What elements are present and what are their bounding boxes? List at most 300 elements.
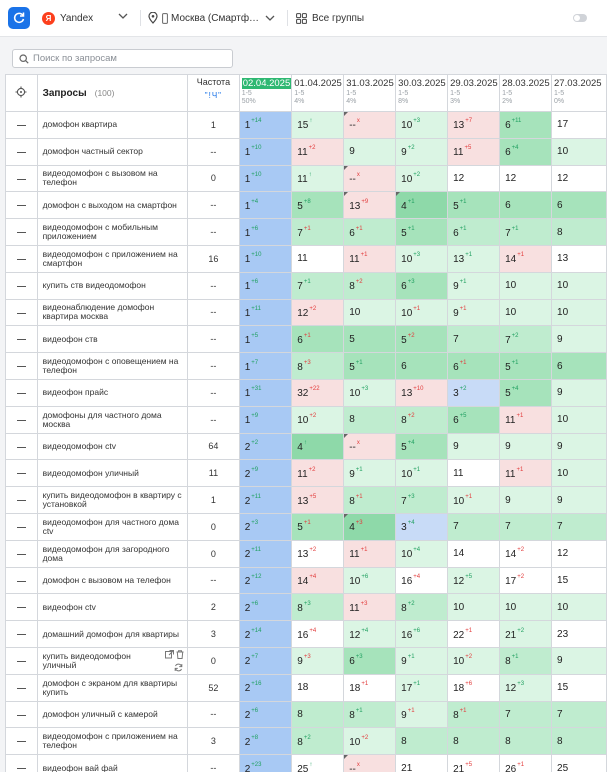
position-cell[interactable] xyxy=(239,138,292,165)
table-row[interactable] xyxy=(6,755,607,772)
position-cell[interactable] xyxy=(396,192,448,219)
position-cell[interactable] xyxy=(292,219,344,246)
position-cell[interactable] xyxy=(396,567,448,594)
row-select-toggle[interactable] xyxy=(6,326,38,353)
table-row[interactable] xyxy=(6,165,607,192)
position-cell[interactable] xyxy=(552,326,607,353)
position-cell[interactable] xyxy=(239,245,292,272)
position-cell[interactable] xyxy=(292,165,344,192)
position-cell[interactable] xyxy=(344,299,396,326)
external-link-icon[interactable] xyxy=(165,650,174,659)
position-cell[interactable] xyxy=(500,379,552,406)
position-change: +5 xyxy=(464,145,472,152)
position-cell[interactable] xyxy=(344,192,396,219)
trash-icon[interactable] xyxy=(176,650,184,659)
position-cell[interactable] xyxy=(448,138,500,165)
position-cell[interactable] xyxy=(448,326,500,353)
toggle-switch[interactable] xyxy=(573,14,587,22)
position-cell[interactable] xyxy=(448,513,500,540)
position-cell[interactable] xyxy=(239,621,292,648)
position-cell[interactable] xyxy=(448,433,500,460)
position-cell[interactable] xyxy=(500,701,552,728)
position-cell[interactable] xyxy=(292,513,344,540)
row-select-toggle[interactable] xyxy=(6,513,38,540)
position-cell[interactable] xyxy=(396,513,448,540)
position-cell[interactable] xyxy=(500,513,552,540)
position-value: 8 xyxy=(505,735,511,747)
row-select-toggle[interactable] xyxy=(6,165,38,192)
position-cell[interactable] xyxy=(396,245,448,272)
position-cell[interactable] xyxy=(239,112,292,139)
row-select-toggle[interactable] xyxy=(6,540,38,567)
query-cell[interactable] xyxy=(37,245,188,272)
position-cell[interactable] xyxy=(500,192,552,219)
position-cell[interactable] xyxy=(344,728,396,755)
query-cell[interactable] xyxy=(37,165,188,192)
position-cell[interactable] xyxy=(552,647,607,674)
row-select-toggle[interactable] xyxy=(6,567,38,594)
row-select-toggle[interactable] xyxy=(6,594,38,621)
position-cell[interactable] xyxy=(552,513,607,540)
position-cell[interactable] xyxy=(500,728,552,755)
query-cell[interactable] xyxy=(37,513,188,540)
position-cell[interactable] xyxy=(239,272,292,299)
position-cell[interactable] xyxy=(448,487,500,514)
position-cell[interactable] xyxy=(292,701,344,728)
query-cell[interactable] xyxy=(37,272,188,299)
position-cell[interactable] xyxy=(552,299,607,326)
table-row[interactable] xyxy=(6,299,607,326)
date-column-header[interactable] xyxy=(448,75,500,112)
position-cell[interactable] xyxy=(552,728,607,755)
query-cell[interactable] xyxy=(37,487,188,514)
position-value: 16 xyxy=(297,629,309,641)
position-cell[interactable] xyxy=(292,138,344,165)
table-row[interactable] xyxy=(6,192,607,219)
position-value: 1 xyxy=(244,415,251,427)
table-row[interactable] xyxy=(6,219,607,246)
table-row[interactable] xyxy=(6,353,607,380)
table-row[interactable] xyxy=(6,406,607,433)
row-select-toggle[interactable] xyxy=(6,112,38,139)
position-value: 9 xyxy=(557,655,563,667)
position-cell[interactable] xyxy=(448,112,500,139)
position-cell[interactable] xyxy=(500,326,552,353)
position-value: 21 xyxy=(401,762,413,772)
position-cell[interactable] xyxy=(292,460,344,487)
position-value: 6 xyxy=(401,360,407,372)
date-label: 29.03.2025 xyxy=(450,78,498,89)
row-select-toggle[interactable] xyxy=(6,701,38,728)
engine-select[interactable] xyxy=(42,8,93,28)
position-cell[interactable] xyxy=(292,299,344,326)
position-cell[interactable] xyxy=(239,299,292,326)
table-row[interactable] xyxy=(6,112,607,139)
position-cell[interactable] xyxy=(239,353,292,380)
table-row[interactable] xyxy=(6,433,607,460)
position-cell[interactable] xyxy=(396,272,448,299)
query-cell[interactable] xyxy=(37,755,188,772)
position-value: 5 xyxy=(401,227,407,239)
position-cell[interactable] xyxy=(292,728,344,755)
position-cell[interactable] xyxy=(552,567,607,594)
position-cell[interactable] xyxy=(344,112,396,139)
position-cell[interactable] xyxy=(552,219,607,246)
position-cell[interactable] xyxy=(448,299,500,326)
position-cell[interactable] xyxy=(552,487,607,514)
position-cell[interactable] xyxy=(292,755,344,772)
position-cell[interactable] xyxy=(448,245,500,272)
position-cell[interactable] xyxy=(396,594,448,621)
query-cell[interactable] xyxy=(37,460,188,487)
position-cell[interactable] xyxy=(344,647,396,674)
position-cell[interactable] xyxy=(239,433,292,460)
position-cell[interactable] xyxy=(552,621,607,648)
row-select-toggle[interactable] xyxy=(6,621,38,648)
position-cell[interactable] xyxy=(448,219,500,246)
table-row[interactable] xyxy=(6,594,607,621)
position-cell[interactable] xyxy=(239,513,292,540)
query-cell[interactable] xyxy=(37,379,188,406)
position-cell[interactable] xyxy=(500,138,552,165)
position-change: +3 xyxy=(303,600,311,607)
query-cell[interactable] xyxy=(37,138,188,165)
query-cell[interactable] xyxy=(37,299,188,326)
position-cell[interactable] xyxy=(292,326,344,353)
position-cell[interactable] xyxy=(552,165,607,192)
position-change: +3 xyxy=(413,118,421,125)
position-cell[interactable] xyxy=(552,540,607,567)
position-cell[interactable] xyxy=(500,272,552,299)
table-row[interactable] xyxy=(6,245,607,272)
groups-select[interactable] xyxy=(296,8,364,28)
position-cell[interactable] xyxy=(396,701,448,728)
position-cell[interactable] xyxy=(344,594,396,621)
query-cell[interactable] xyxy=(37,433,188,460)
position-cell[interactable] xyxy=(344,755,396,772)
query-cell[interactable] xyxy=(37,219,188,246)
table-row[interactable] xyxy=(6,567,607,594)
query-cell[interactable] xyxy=(37,406,188,433)
position-cell[interactable] xyxy=(448,406,500,433)
position-cell[interactable] xyxy=(448,621,500,648)
position-cell[interactable] xyxy=(344,513,396,540)
position-cell[interactable] xyxy=(292,406,344,433)
frequency-column-header[interactable] xyxy=(188,75,240,112)
query-cell[interactable] xyxy=(37,567,188,594)
position-cell[interactable] xyxy=(500,567,552,594)
query-cell[interactable] xyxy=(37,701,188,728)
sync-icon[interactable] xyxy=(174,663,183,672)
position-cell[interactable] xyxy=(396,433,448,460)
row-select-toggle[interactable] xyxy=(6,353,38,380)
position-cell[interactable] xyxy=(448,540,500,567)
table-row[interactable] xyxy=(6,513,607,540)
position-value: 12 xyxy=(557,548,569,560)
mode-toggle[interactable] xyxy=(573,10,593,26)
position-cell[interactable] xyxy=(344,701,396,728)
table-row[interactable] xyxy=(6,460,607,487)
table-row[interactable] xyxy=(6,379,607,406)
refresh-button[interactable] xyxy=(8,7,30,29)
position-change: x xyxy=(356,439,360,446)
position-cell[interactable] xyxy=(396,674,448,701)
position-cell[interactable] xyxy=(552,460,607,487)
query-cell[interactable] xyxy=(37,540,188,567)
position-cell[interactable] xyxy=(344,674,396,701)
row-select-toggle[interactable] xyxy=(6,219,38,246)
position-cell[interactable] xyxy=(396,112,448,139)
position-cell[interactable] xyxy=(292,112,344,139)
position-cell[interactable] xyxy=(239,165,292,192)
position-cell[interactable] xyxy=(292,192,344,219)
row-select-toggle[interactable] xyxy=(6,755,38,772)
position-cell[interactable] xyxy=(239,567,292,594)
row-select-toggle[interactable] xyxy=(6,487,38,514)
table-row[interactable] xyxy=(6,540,607,567)
query-cell[interactable] xyxy=(37,621,188,648)
position-cell[interactable] xyxy=(500,406,552,433)
position-cell[interactable] xyxy=(292,594,344,621)
row-select-toggle[interactable] xyxy=(6,433,38,460)
position-change: +1 xyxy=(360,547,368,554)
row-select-toggle[interactable] xyxy=(6,272,38,299)
position-cell[interactable] xyxy=(344,406,396,433)
position-cell[interactable] xyxy=(396,728,448,755)
position-cell[interactable] xyxy=(239,219,292,246)
position-cell[interactable] xyxy=(396,326,448,353)
row-select-toggle[interactable] xyxy=(6,192,38,219)
position-cell[interactable] xyxy=(344,272,396,299)
position-cell[interactable] xyxy=(292,379,344,406)
search-input[interactable] xyxy=(33,51,228,66)
position-cell[interactable] xyxy=(344,621,396,648)
position-cell[interactable] xyxy=(500,219,552,246)
date-column-header[interactable] xyxy=(500,75,552,112)
position-cell[interactable] xyxy=(239,487,292,514)
table-row[interactable] xyxy=(6,674,607,701)
query-column-header[interactable] xyxy=(37,75,188,112)
position-cell[interactable] xyxy=(448,594,500,621)
date-column-header[interactable] xyxy=(552,75,607,112)
position-cell[interactable] xyxy=(552,112,607,139)
position-cell[interactable] xyxy=(552,594,607,621)
position-cell[interactable] xyxy=(552,433,607,460)
position-cell[interactable] xyxy=(500,487,552,514)
position-cell[interactable] xyxy=(396,647,448,674)
position-cell[interactable] xyxy=(239,728,292,755)
table-row[interactable] xyxy=(6,728,607,755)
position-cell[interactable] xyxy=(500,433,552,460)
position-cell[interactable] xyxy=(448,755,500,772)
position-cell[interactable] xyxy=(292,433,344,460)
position-cell[interactable] xyxy=(500,540,552,567)
position-change: +1 xyxy=(407,654,415,661)
position-cell[interactable] xyxy=(396,353,448,380)
position-cell[interactable] xyxy=(344,460,396,487)
position-cell[interactable] xyxy=(239,647,292,674)
position-cell[interactable] xyxy=(344,487,396,514)
position-cell[interactable] xyxy=(239,540,292,567)
position-cell[interactable] xyxy=(448,460,500,487)
position-cell[interactable] xyxy=(500,594,552,621)
position-cell[interactable] xyxy=(292,353,344,380)
position-cell[interactable] xyxy=(292,540,344,567)
target-column-header[interactable] xyxy=(6,75,38,112)
position-cell[interactable] xyxy=(500,165,552,192)
position-cell[interactable] xyxy=(344,433,396,460)
query-cell[interactable] xyxy=(37,112,188,139)
position-cell[interactable] xyxy=(552,379,607,406)
position-cell[interactable] xyxy=(552,701,607,728)
position-value: 11 xyxy=(349,602,360,614)
position-change: +4 xyxy=(413,547,421,554)
query-cell[interactable] xyxy=(37,594,188,621)
position-cell[interactable] xyxy=(239,701,292,728)
row-select-toggle[interactable] xyxy=(6,245,38,272)
position-cell[interactable] xyxy=(552,755,607,772)
position-cell[interactable] xyxy=(239,406,292,433)
query-cell[interactable] xyxy=(37,728,188,755)
position-cell[interactable] xyxy=(292,674,344,701)
query-cell[interactable] xyxy=(37,674,188,701)
position-value: 9 xyxy=(401,709,407,721)
row-select-toggle[interactable] xyxy=(6,728,38,755)
table-row[interactable] xyxy=(6,326,607,353)
query-cell[interactable] xyxy=(37,192,188,219)
position-cell[interactable] xyxy=(552,245,607,272)
position-cell[interactable] xyxy=(239,192,292,219)
position-cell[interactable] xyxy=(344,245,396,272)
position-cell[interactable] xyxy=(396,755,448,772)
row-select-toggle[interactable] xyxy=(6,379,38,406)
position-cell[interactable] xyxy=(396,460,448,487)
position-cell[interactable] xyxy=(552,138,607,165)
position-cell[interactable] xyxy=(552,272,607,299)
position-cell[interactable] xyxy=(500,755,552,772)
frequency-cell: 0 xyxy=(188,165,240,192)
position-cell[interactable] xyxy=(500,353,552,380)
position-value: 7 xyxy=(297,281,303,293)
position-cell[interactable] xyxy=(500,112,552,139)
row-select-toggle[interactable] xyxy=(6,674,38,701)
position-cell[interactable] xyxy=(552,406,607,433)
date-column-header[interactable] xyxy=(396,75,448,112)
row-select-toggle[interactable] xyxy=(6,138,38,165)
frequency-header-label: Частота xyxy=(196,77,231,87)
position-cell[interactable] xyxy=(500,647,552,674)
position-cell[interactable] xyxy=(500,621,552,648)
position-cell[interactable] xyxy=(239,594,292,621)
position-cell[interactable] xyxy=(448,379,500,406)
position-cell[interactable] xyxy=(344,138,396,165)
position-cell[interactable] xyxy=(292,647,344,674)
frequency-cell: -- xyxy=(188,701,240,728)
position-cell[interactable] xyxy=(552,192,607,219)
position-cell[interactable] xyxy=(500,674,552,701)
position-cell[interactable] xyxy=(396,487,448,514)
position-cell[interactable] xyxy=(448,272,500,299)
position-cell[interactable] xyxy=(500,245,552,272)
position-cell[interactable] xyxy=(344,165,396,192)
table-row[interactable] xyxy=(6,647,607,674)
position-cell[interactable] xyxy=(448,192,500,219)
row-select-toggle[interactable] xyxy=(6,299,38,326)
position-cell[interactable] xyxy=(396,165,448,192)
position-cell[interactable] xyxy=(396,406,448,433)
position-cell[interactable] xyxy=(396,379,448,406)
position-cell[interactable] xyxy=(292,245,344,272)
position-change: +10 xyxy=(413,386,424,393)
row-select-toggle[interactable] xyxy=(6,460,38,487)
date-column-header[interactable] xyxy=(344,75,396,112)
position-value: 8 xyxy=(349,709,355,721)
position-cell[interactable] xyxy=(344,567,396,594)
query-cell[interactable] xyxy=(37,326,188,353)
table-row[interactable] xyxy=(6,272,607,299)
position-cell[interactable] xyxy=(344,326,396,353)
position-value: 10 xyxy=(505,280,517,292)
position-cell[interactable] xyxy=(448,728,500,755)
table-row[interactable] xyxy=(6,701,607,728)
table-row[interactable] xyxy=(6,621,607,648)
position-cell[interactable] xyxy=(344,353,396,380)
position-cell[interactable] xyxy=(344,379,396,406)
position-cell[interactable] xyxy=(239,379,292,406)
row-select-toggle[interactable] xyxy=(6,406,38,433)
position-cell[interactable] xyxy=(396,299,448,326)
date-column-header[interactable] xyxy=(239,75,292,112)
position-cell[interactable] xyxy=(292,567,344,594)
date-column-header[interactable] xyxy=(292,75,344,112)
table-row[interactable] xyxy=(6,138,607,165)
position-change: +3 xyxy=(355,520,363,527)
position-cell[interactable] xyxy=(448,647,500,674)
position-change: +2 xyxy=(308,466,316,473)
query-cell[interactable] xyxy=(37,353,188,380)
position-cell[interactable] xyxy=(552,353,607,380)
position-cell[interactable] xyxy=(239,326,292,353)
position-change: +2 xyxy=(309,305,317,312)
position-cell[interactable] xyxy=(239,674,292,701)
position-cell[interactable] xyxy=(292,487,344,514)
position-cell[interactable] xyxy=(239,755,292,772)
position-cell[interactable] xyxy=(396,540,448,567)
position-cell[interactable] xyxy=(239,460,292,487)
position-cell[interactable] xyxy=(396,219,448,246)
position-cell[interactable] xyxy=(292,272,344,299)
query-cell[interactable] xyxy=(37,647,188,674)
position-cell[interactable] xyxy=(396,138,448,165)
position-cell[interactable] xyxy=(448,701,500,728)
position-cell[interactable] xyxy=(344,219,396,246)
position-cell[interactable] xyxy=(292,621,344,648)
row-select-toggle[interactable] xyxy=(6,647,38,674)
position-cell[interactable] xyxy=(552,674,607,701)
position-cell[interactable] xyxy=(396,621,448,648)
position-cell[interactable] xyxy=(500,460,552,487)
position-cell[interactable] xyxy=(448,674,500,701)
position-cell[interactable] xyxy=(448,567,500,594)
position-cell[interactable] xyxy=(448,353,500,380)
position-cell[interactable] xyxy=(500,299,552,326)
region-select[interactable] xyxy=(148,8,275,28)
table-row[interactable] xyxy=(6,487,607,514)
position-cell[interactable] xyxy=(448,165,500,192)
position-change: +3 xyxy=(303,654,311,661)
query-text: видеодомофон уличный xyxy=(42,467,139,478)
position-cell[interactable] xyxy=(344,540,396,567)
